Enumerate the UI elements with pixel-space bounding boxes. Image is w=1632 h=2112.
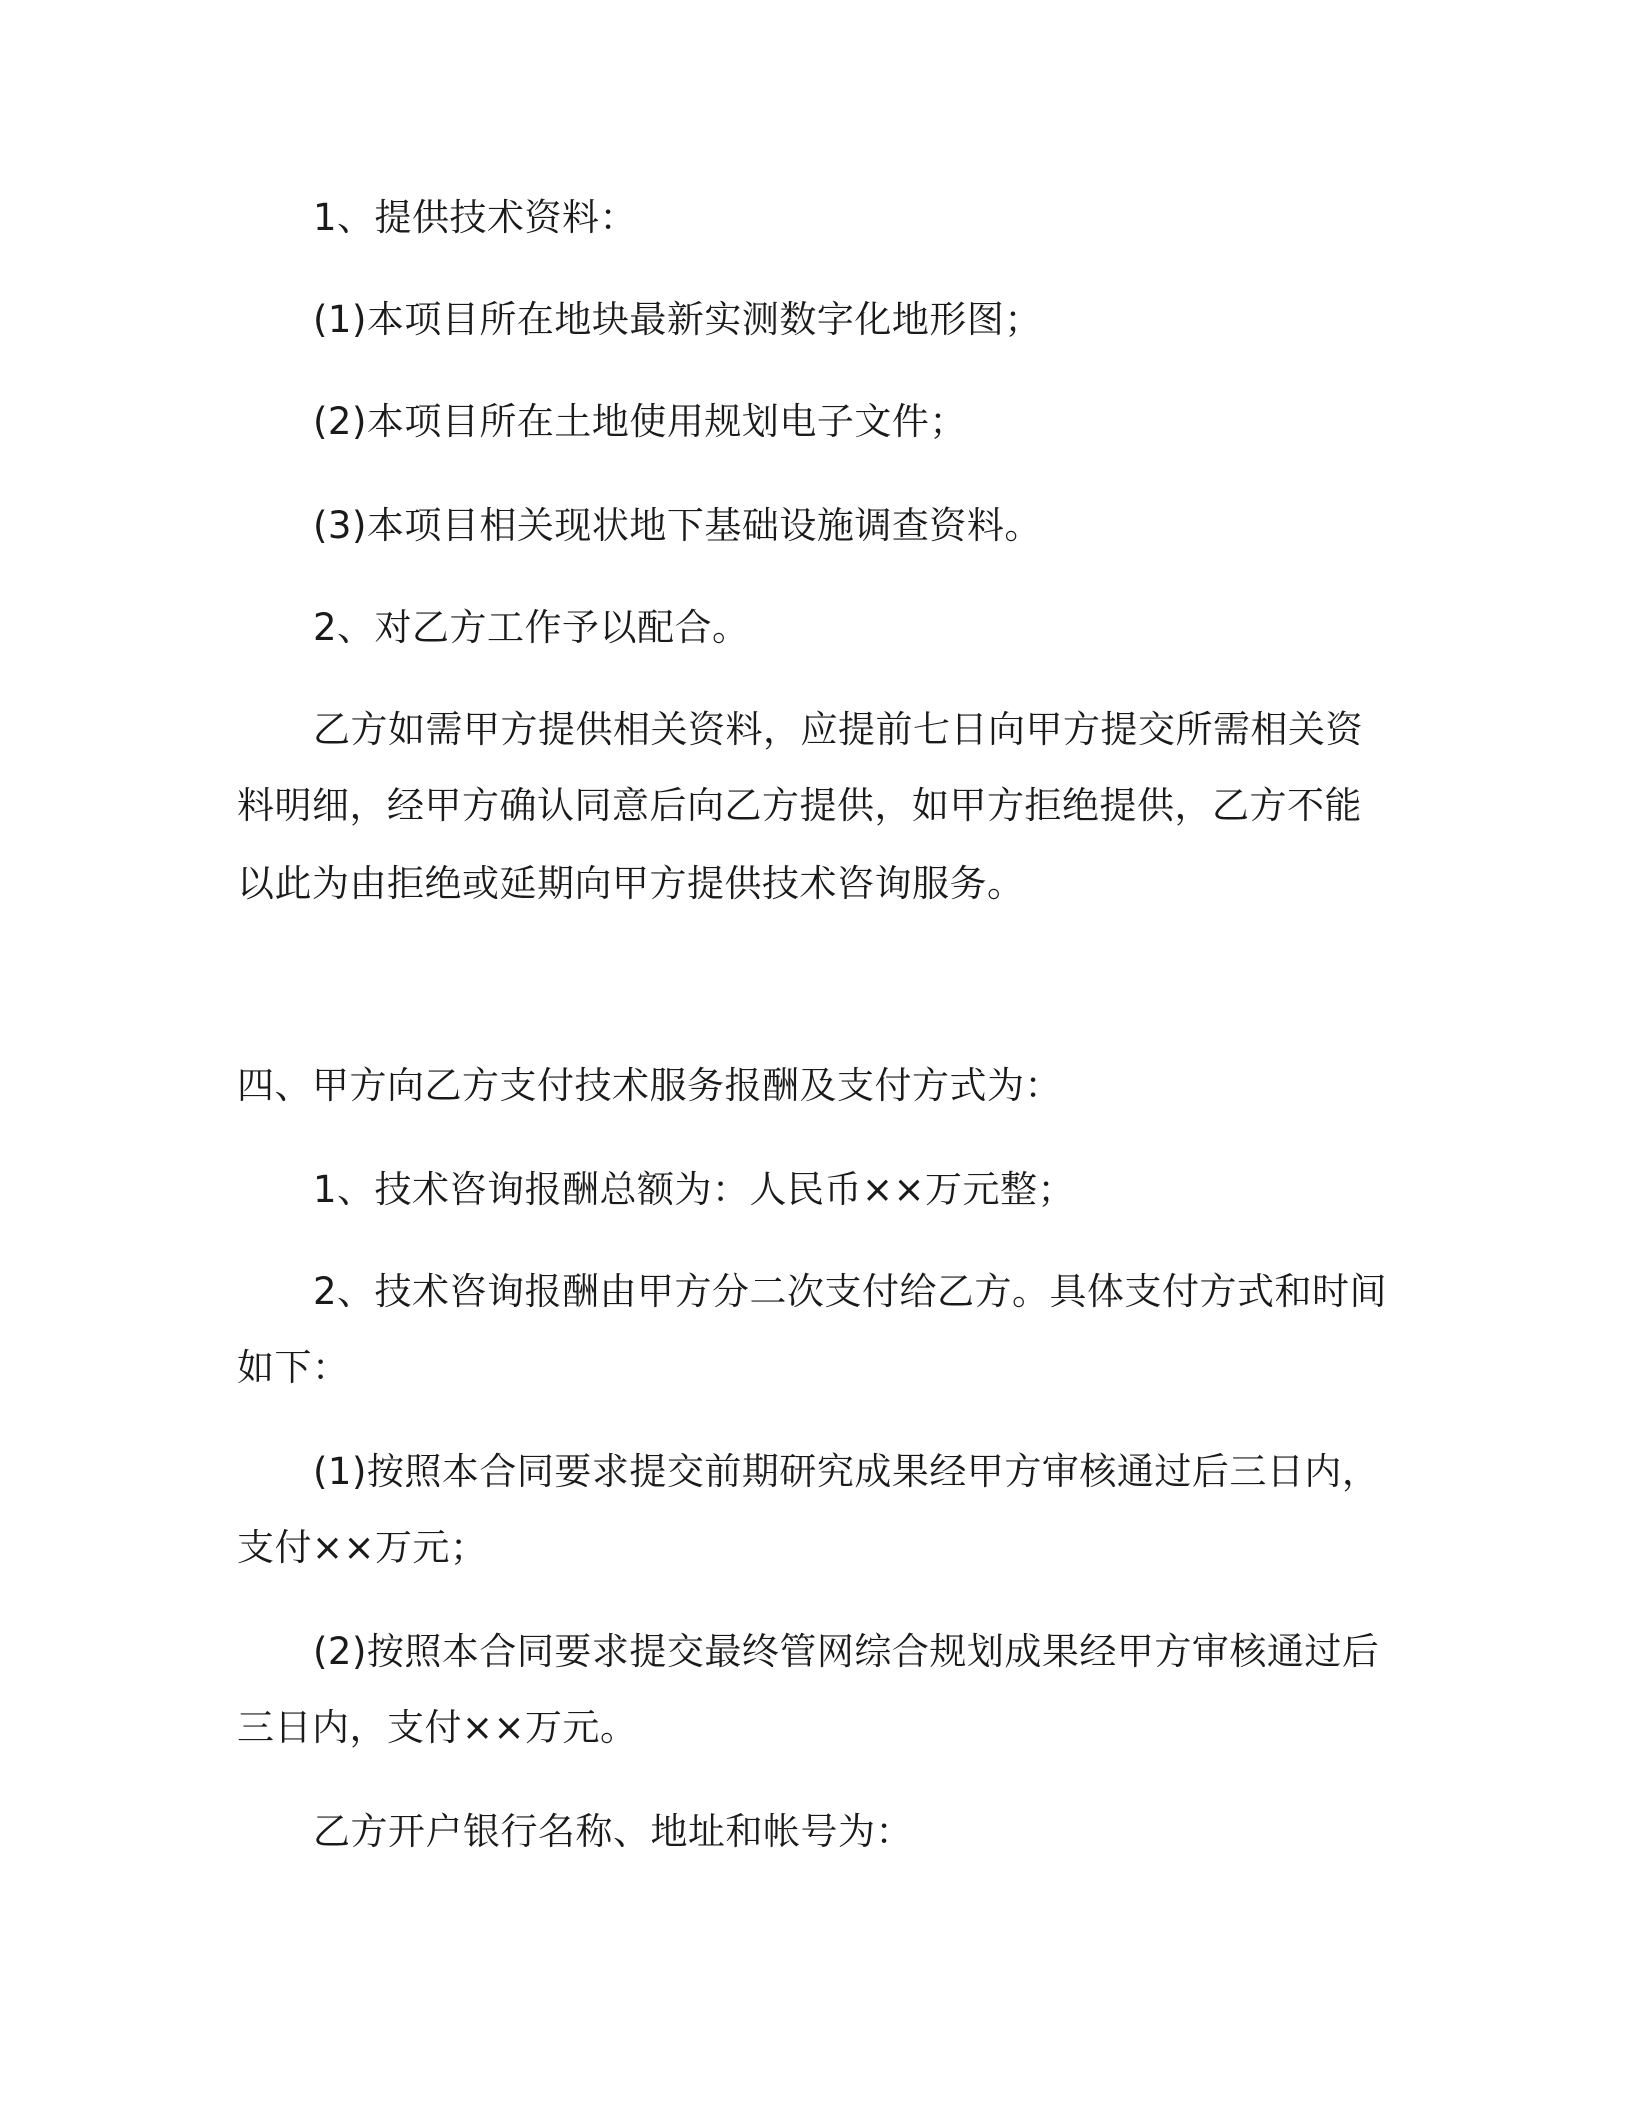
item-total-fee: 1、技术咨询报酬总额为：人民币××万元整； bbox=[313, 1168, 1076, 1211]
paragraph-materials-request-line-3: 以此为由拒绝或延期向甲方提供技术咨询服务。 bbox=[237, 862, 1025, 905]
item-terrain-map: (1)本项目所在地块最新实测数字化地形图； bbox=[313, 298, 1042, 341]
item-second-payment-line-2: 三日内，支付××万元。 bbox=[237, 1706, 638, 1749]
item-infrastructure-survey: (3)本项目相关现状地下基础设施调查资料。 bbox=[313, 504, 1042, 547]
paragraph-materials-request-line-2: 料明细，经甲方确认同意后向乙方提供，如甲方拒绝提供，乙方不能 bbox=[237, 784, 1362, 827]
item-installments-line-1: 2、技术咨询报酬由甲方分二次支付给乙方。具体支付方式和时间 bbox=[313, 1270, 1388, 1313]
item-cooperate: 2、对乙方工作予以配合。 bbox=[313, 606, 750, 649]
item-provide-tech-materials: 1、提供技术资料： bbox=[313, 196, 638, 239]
item-land-use-plan: (2)本项目所在土地使用规划电子文件； bbox=[313, 400, 967, 443]
item-first-payment-line-2: 支付××万元； bbox=[237, 1526, 488, 1569]
bank-account-info: 乙方开户银行名称、地址和帐号为： bbox=[313, 1810, 913, 1853]
item-first-payment-line-1: (1)按照本合同要求提交前期研究成果经甲方审核通过后三日内， bbox=[313, 1450, 1380, 1493]
paragraph-materials-request-line-1: 乙方如需甲方提供相关资料，应提前七日向甲方提交所需相关资 bbox=[313, 708, 1363, 751]
item-second-payment-line-1: (2)按照本合同要求提交最终管网综合规划成果经甲方审核通过后 bbox=[313, 1630, 1380, 1673]
section-heading-payment: 四、甲方向乙方支付技术服务报酬及支付方式为： bbox=[237, 1064, 1062, 1107]
item-installments-line-2: 如下： bbox=[237, 1346, 350, 1389]
